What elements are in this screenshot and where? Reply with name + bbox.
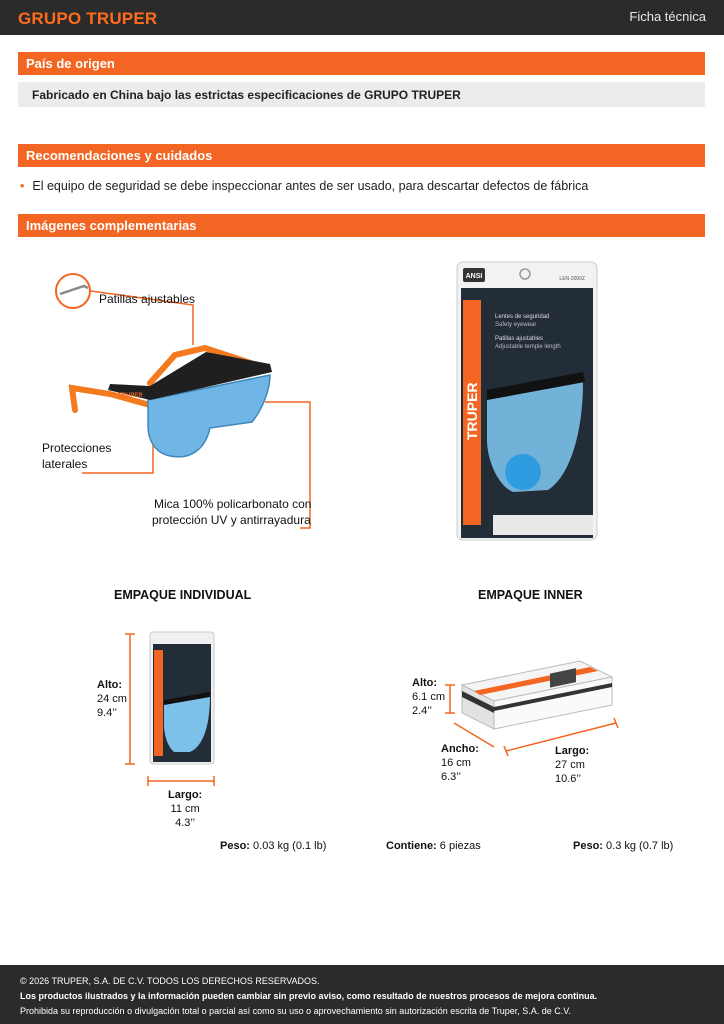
product-package-image bbox=[453, 260, 603, 545]
individual-package-image bbox=[120, 628, 230, 788]
callout-lens-2: protección UV y antirrayadura bbox=[152, 513, 311, 527]
callout-side-protection-2: laterales bbox=[42, 457, 88, 471]
package-line4: Adjustable temple length bbox=[495, 344, 561, 350]
doc-type-label: Ficha técnica bbox=[629, 9, 706, 24]
footer bbox=[0, 965, 724, 1024]
care-item-text: El equipo de seguridad se debe inspeccionar antes de ser usado, para descartar defectos de fábrica bbox=[32, 179, 589, 193]
package-line1: Lentes de seguridad bbox=[495, 314, 550, 320]
package-line2: Safety eyewear bbox=[495, 322, 537, 328]
footer-notice: Los productos ilustrados y la información pueden cambiar sin previo aviso, como resultado de nuestros procesos de mejora continua. bbox=[20, 991, 598, 1001]
top-bar bbox=[0, 0, 724, 35]
package-line3: Patillas ajustables bbox=[495, 336, 544, 342]
package-model: LEN-2000Z bbox=[559, 276, 585, 282]
section-origin-title: País de origen bbox=[18, 52, 705, 75]
bullet-icon: • bbox=[20, 179, 25, 193]
individual-height-dim: Alto: 24 cm 9.4’’ bbox=[97, 679, 127, 719]
inner-width-dim: Ancho: 16 cm 6.3’’ bbox=[441, 743, 479, 783]
individual-length-dim: Largo: 11 cm 4.3’’ bbox=[168, 789, 203, 829]
origin-text: Fabricado en China bajo las estrictas especificaciones de GRUPO TRUPER bbox=[18, 82, 705, 107]
individual-package-title: EMPAQUE INDIVIDUAL bbox=[114, 588, 252, 602]
package-brand: TRUPER bbox=[464, 382, 480, 440]
section-care-title: Recomendaciones y cuidados bbox=[18, 144, 705, 167]
package-badge: ANSI bbox=[465, 273, 483, 280]
section-images-title: Imágenes complementarias bbox=[18, 214, 705, 237]
inner-height-dim: Alto: 6.1 cm 2.4’’ bbox=[412, 677, 446, 717]
inner-contains: Contiene: 6 piezas bbox=[386, 840, 481, 852]
footer-prohibition: Prohibida su reproducción o divulgación total o parcial así como su uso o aprovechamiento sin autorización escrita de Truper, S.A. de C.V. bbox=[20, 1006, 571, 1016]
individual-weight: Peso: 0.03 kg (0.1 lb) bbox=[220, 840, 327, 852]
footer-copyright: © 2026 TRUPER, S.A. DE C.V. TODOS LOS DERECHOS RESERVADOS. bbox=[20, 976, 320, 986]
inner-package-title: EMPAQUE INNER bbox=[478, 588, 583, 602]
inner-length-dim: Largo: 27 cm 10.6’’ bbox=[555, 745, 590, 785]
callout-lens-1: Mica 100% policarbonato con bbox=[154, 497, 312, 511]
care-list-item bbox=[20, 179, 588, 193]
callout-temples: Patillas ajustables bbox=[99, 292, 196, 306]
brand-logo[interactable]: GRUPO TRUPER bbox=[18, 9, 158, 28]
svg-text:TRUPER: TRUPER bbox=[118, 393, 143, 399]
inner-weight: Peso: 0.3 kg (0.7 lb) bbox=[573, 840, 674, 852]
callout-side-protection-1: Protecciones bbox=[42, 441, 112, 455]
